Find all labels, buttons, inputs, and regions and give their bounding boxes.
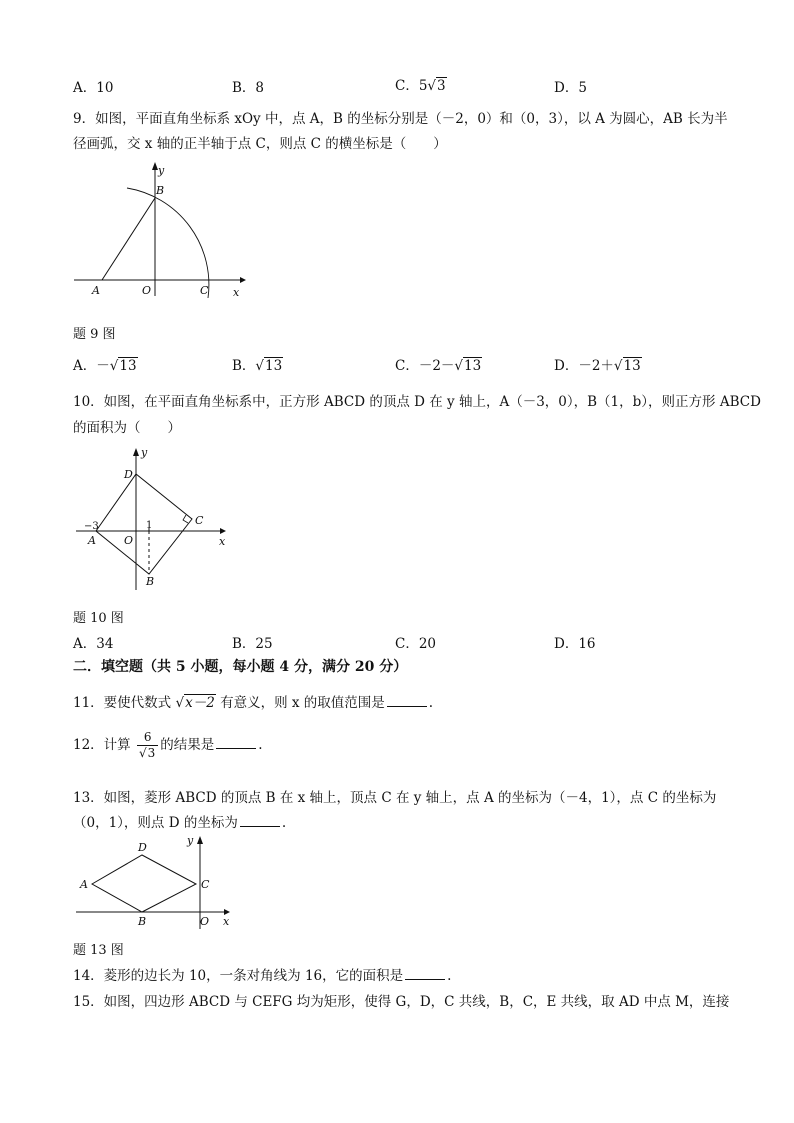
q10-y-arrow <box>133 448 139 456</box>
q11-stem: 11．要使代数式 √x－2 有意义，则 x 的取值范围是 . <box>73 695 434 711</box>
q10-option-d: D．16 <box>554 636 596 652</box>
q13-label-a: A <box>80 878 88 891</box>
q10-stem-line2: 的面积为（ ） <box>73 420 181 436</box>
q9-label-o: O <box>142 284 152 297</box>
q10-caption: 题 10 图 <box>73 611 124 626</box>
q9-figure <box>70 158 250 298</box>
q8-option-d: D．5 <box>554 80 587 96</box>
q9-option-d: D．－2＋√13 <box>554 358 641 374</box>
q8-option-c: C．5√3 <box>395 78 446 94</box>
q10-label-d: D <box>124 468 133 481</box>
q14-stem: 14．菱形的边长为 10，一条对角线为 16，它的面积是 . <box>73 968 452 984</box>
q10-stem-line1: 10．如图，在平面直角坐标系中，正方形 ABCD 的顶点 D 在 y 轴上，A（－3，0），B（1，b），则正方形 ABCD <box>73 394 761 410</box>
q9-option-c: C．－2－√13 <box>395 358 482 374</box>
q10-label-neg3: −3 <box>84 521 99 532</box>
q9-caption: 题 9 图 <box>73 327 116 342</box>
q9-segment-ab <box>102 198 155 280</box>
q9-x-arrow <box>240 277 246 283</box>
q13-label-o: O <box>200 915 210 928</box>
q10-label-c: C <box>195 514 204 527</box>
q13-caption: 题 13 图 <box>73 943 124 958</box>
q10-label-b: B <box>146 575 155 588</box>
q13-figure <box>72 834 242 932</box>
q12-stem: 12．计算 $\frac{6}{√3}$ 的结果是 . <box>73 730 263 760</box>
q13-label-c: C <box>201 878 210 891</box>
q8-option-b: B．8 <box>232 80 265 96</box>
q9-option-b: B．√13 <box>232 358 283 374</box>
q10-label-o: O <box>124 534 134 547</box>
q13-stem-line1: 13．如图，菱形 ABCD 的顶点 B 在 x 轴上，顶点 C 在 y 轴上，点 A 的坐标为（－4，1），点 C 的坐标为 <box>73 790 717 806</box>
q10-label-y: y <box>141 446 148 459</box>
q9-label-a: A <box>92 284 100 297</box>
q12-fraction: $\frac{6}{√3}$ <box>137 730 158 761</box>
q13-rhombus <box>92 855 196 912</box>
q9-arc <box>127 188 209 298</box>
q10-square <box>96 474 192 574</box>
q13-label-y: y <box>187 834 194 847</box>
q10-x-arrow <box>220 528 226 534</box>
q10-figure <box>72 444 237 594</box>
q10-option-b: B．25 <box>232 636 273 652</box>
q12-answer-blank[interactable] <box>216 736 256 749</box>
q13-stem-line2: （0，1），则点 D 的坐标为 . <box>73 815 287 831</box>
q14-answer-blank[interactable] <box>405 967 445 980</box>
q11-answer-blank[interactable] <box>387 694 427 707</box>
q13-label-x: x <box>223 915 230 928</box>
q9-label-c: C <box>200 284 209 297</box>
q13-answer-blank[interactable] <box>240 814 280 827</box>
q10-label-a: A <box>88 534 96 547</box>
q8-option-a: A．10 <box>73 80 114 96</box>
q10-label-1: 1 <box>146 520 153 531</box>
q10-option-c: C．20 <box>395 636 437 652</box>
q9-label-b: B <box>156 184 165 197</box>
q9-option-a: A．－√13 <box>73 358 137 374</box>
q10-option-a: A．34 <box>73 636 114 652</box>
q10-right-angle <box>183 515 188 523</box>
q15-stem-line1: 15．如图，四边形 ABCD 与 CEFG 均为矩形，使得 G，D，C 共线，B，C，E 共线，取 AD 中点 M，连接 <box>73 994 730 1010</box>
q13-y-arrow <box>197 836 203 844</box>
q13-label-d: D <box>138 841 147 854</box>
section-fill-in-title: 二．填空题（共 5 小题，每小题 4 分，满分 20 分） <box>73 659 408 675</box>
q9-stem-line2: 径画弧，交 x 轴的正半轴于点 C，则点 C 的横坐标是（ ） <box>73 136 447 152</box>
q9-stem-line1: 9．如图，平面直角坐标系 xOy 中，点 A，B 的坐标分别是（－2，0）和（0，3），以 A 为圆心，AB 长为半 <box>73 111 728 127</box>
q13-label-b: B <box>138 915 147 928</box>
q9-label-x: x <box>233 286 240 299</box>
q10-label-x: x <box>219 535 226 548</box>
q9-label-y: y <box>158 164 165 177</box>
